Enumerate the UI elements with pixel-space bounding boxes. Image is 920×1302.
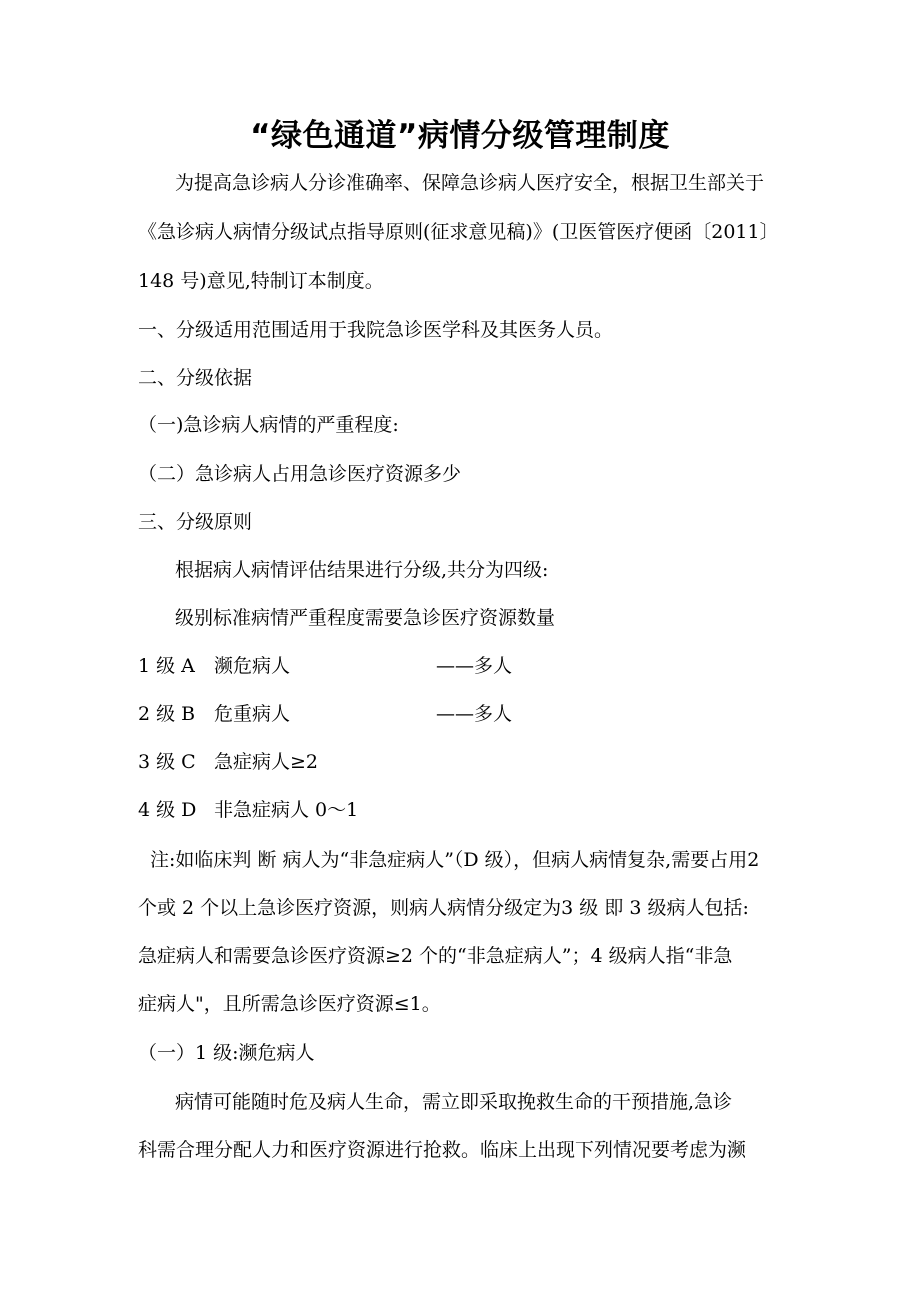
section-1-heading: 一、分级适用范围适用于我院急诊医学科及其医务人员。 [138,319,614,341]
grade-1-body-line-2: 科需合理分配人力和医疗资源进行抢救。临床上出现下列情况要考虑为濒 [138,1139,747,1161]
section-2-item-2: （二）急诊病人占用急诊医疗资源多少 [138,463,462,485]
grade-description: 危重病人 [214,703,291,725]
grade-row [138,699,738,729]
intro-line-3: 148 号)意见,特制订本制度。 [138,270,384,292]
section-2-item-1: （一)急诊病人病情的严重程度: [138,414,399,436]
grade-row [138,651,738,681]
note-line-2: 个或 2 个以上急诊医疗资源，则病人病情分级定为3 级 即 3 级病人包括: [138,897,749,919]
section-3-lead: 根据病人病情评估结果进行分级,共分为四级: [175,559,549,581]
grade-row [138,747,738,777]
document-title: “绿色通道”病情分级管理制度 [250,118,670,154]
grade-level: 3 级 C [138,751,196,773]
grade-1-body-line-1: 病情可能随时危及病人生命，需立即采取挽救生命的干预措施,急诊 [175,1091,733,1113]
grade-description: 非急症病人 0～1 [214,799,359,821]
grade-description: 濒危病人 [214,655,291,677]
note-line-1: 注:如临床判 断 病人为“非急症病人”（D 级），但病人病情复杂,需要占用2 [150,849,760,871]
intro-line-2: 《急诊病人病情分级试点指导原则(征求意见稿)》(卫医管医疗便函〔2011〕 [138,221,779,243]
section-3-heading: 三、分级原则 [138,511,253,533]
grade-row [138,795,738,825]
grade-level: 1 级 A [138,655,195,677]
grade-level: 2 级 B [138,703,196,725]
note-line-4: 症病人"，且所需急诊医疗资源≤1。 [138,993,441,1015]
note-line-3: 急症病人和需要急诊医疗资源≥2 个的“非急症病人”；4 级病人指“非急 [138,945,733,967]
section-2-heading: 二、分级依据 [138,367,253,389]
grade-resource: ——多人 [436,655,513,677]
grade-table-header: 级别标准病情严重程度需要急诊医疗资源数量 [175,607,556,629]
grade-1-heading: （一）1 级:濒危病人 [138,1042,315,1064]
grade-resource: ——多人 [436,703,513,725]
grade-level: 4 级 D [138,799,197,821]
intro-line-1: 为提高急诊病人分诊准确率、保障急诊病人医疗安全，根据卫生部关于 [175,172,765,194]
grade-description: 急症病人≥2 [214,751,319,773]
